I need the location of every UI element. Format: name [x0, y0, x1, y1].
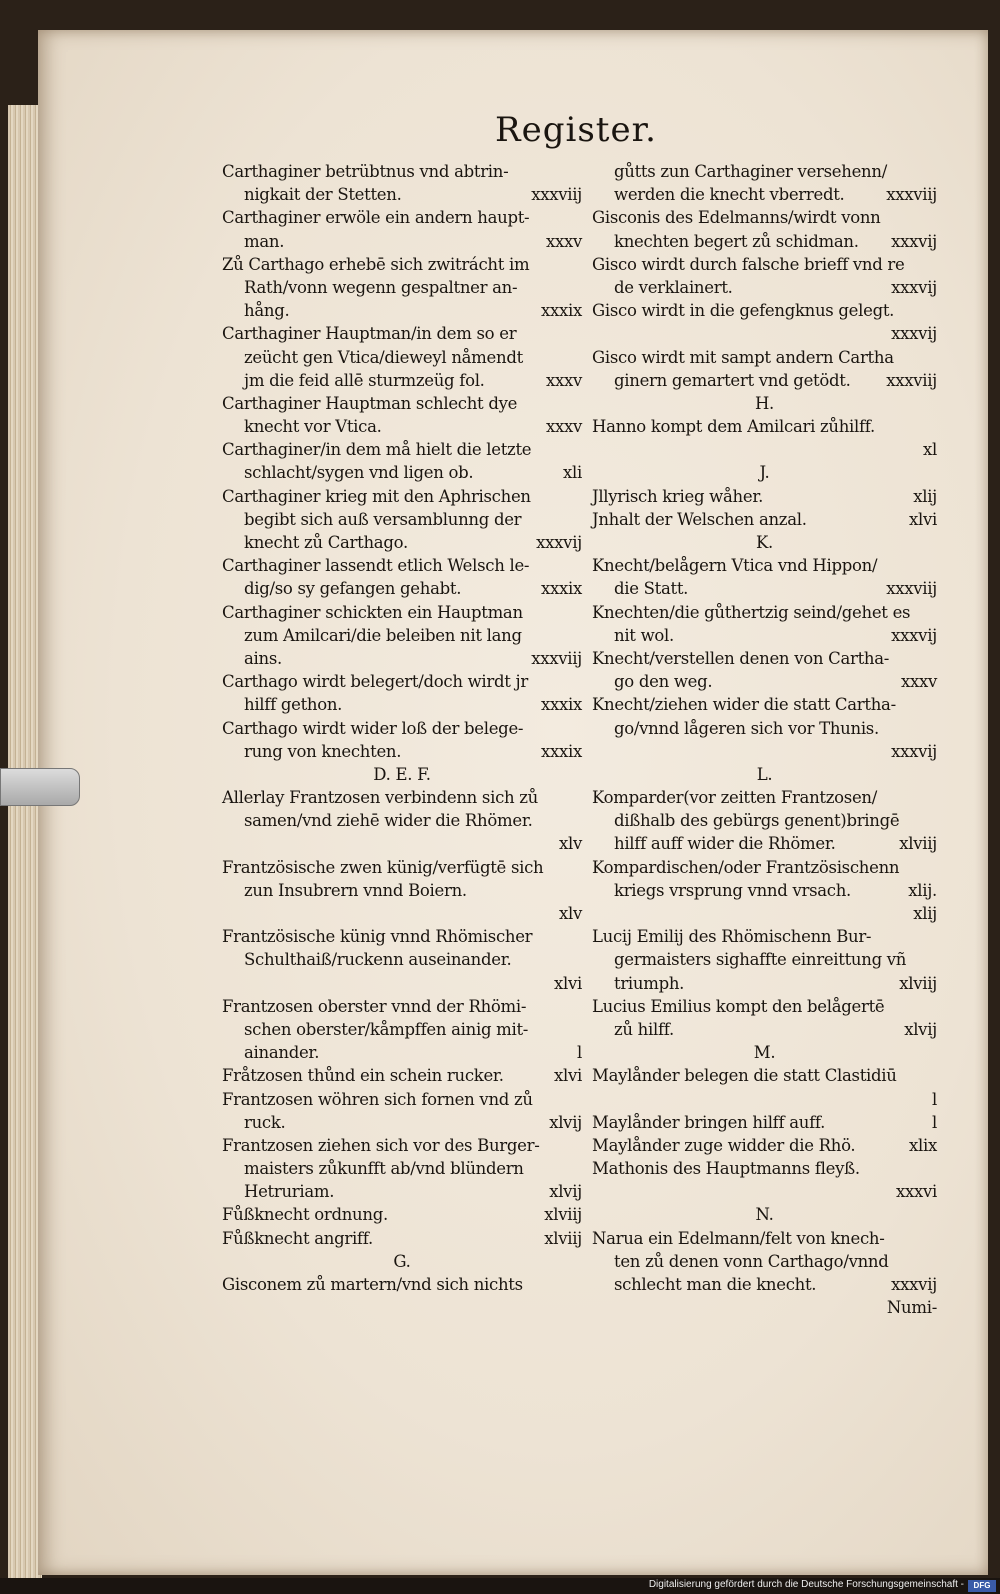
index-entry-text: Frantzösische zwen künig/verfügtē sich [222, 857, 544, 877]
index-page-reference: l [932, 1089, 937, 1109]
index-entry-text: Rath/vonn wegenn gespaltner an- [244, 277, 518, 297]
index-entry-text: Carthaginer betrübtnus vnd abtrin- [222, 162, 509, 181]
index-entry-line [592, 1134, 937, 1157]
index-page-reference: xlij [913, 486, 937, 506]
index-page-reference: xxxix [541, 741, 582, 761]
index-entry-line [222, 577, 582, 600]
index-entry-line [222, 253, 582, 276]
index-entry-text: knecht zů Carthago. [244, 533, 408, 552]
index-page-reference: xxxvij [891, 741, 937, 761]
index-entry-line [592, 253, 937, 276]
index-page-reference: xxxv [545, 417, 582, 437]
index-entry-text: ains. [244, 648, 282, 668]
index-entry-text: Komparder(vor zeitten Frantzosen/ [592, 788, 877, 808]
bookmark-clip [0, 768, 80, 806]
index-entry-text: schlecht man die knecht. [614, 1275, 817, 1294]
index-entry-line [592, 647, 937, 670]
index-entry-line [592, 183, 937, 206]
index-entry-line [592, 322, 937, 345]
index-page-reference: xlviij [544, 1228, 582, 1248]
index-entry-line [222, 206, 582, 229]
index-entry-text: hilff gethon. [244, 695, 343, 715]
index-entry-line [592, 1227, 937, 1250]
index-entry-line [222, 647, 582, 670]
index-entry-text: Zů Carthago erhebē sich zwitrácht im [222, 254, 530, 274]
index-entry-line [222, 670, 582, 693]
index-entry-text: zů hilff. [614, 1019, 674, 1039]
index-entry-text: H. [754, 393, 775, 413]
index-entry-text: Jnhalt der Welschen anzal. [592, 509, 807, 529]
index-entry-text: ainander. [244, 1043, 320, 1063]
index-entry-line [222, 508, 582, 531]
index-entry-line [222, 879, 582, 902]
index-entry-text: Gisconis des Edelmanns/wirdt vonn [592, 208, 881, 228]
index-entry-text: gůtts zun Carthaginer versehenn/ [614, 162, 887, 181]
index-entry-line [222, 856, 582, 879]
index-entry-text: dißhalb des gebürgs genent)bringē [614, 811, 900, 831]
index-entry-line [222, 554, 582, 577]
index-entry-text: Fůßknecht angriff. [222, 1228, 373, 1248]
index-entry-line [222, 531, 582, 554]
index-entry-line [222, 415, 582, 438]
index-entry-line [592, 1111, 937, 1134]
index-entry-text: die Statt. [614, 579, 689, 599]
index-page-reference: xxxviij [886, 185, 937, 205]
index-entry-line [222, 740, 582, 763]
index-entry-line [592, 485, 937, 508]
index-entry-line [222, 1203, 582, 1226]
index-entry-text: Knecht/belågern Vtica vnd Hippon/ [592, 556, 878, 576]
index-entry-text: Gisconem zů martern/vnd sich nichts [222, 1275, 523, 1294]
index-entry-line [592, 577, 937, 600]
index-section-letter [592, 1041, 937, 1064]
index-entry-line [592, 508, 937, 531]
index-entry-line [222, 1180, 582, 1203]
index-page-reference: l [577, 1043, 582, 1063]
index-entry-line [592, 230, 937, 253]
index-page-reference: xli [563, 463, 582, 483]
index-entry-line [592, 809, 937, 832]
index-entry-line [222, 160, 582, 183]
book-page-edges [8, 105, 42, 1580]
index-entry-text: go/vnnd lågeren sich vor Thunis. [614, 718, 879, 738]
index-page-reference: xlviij [899, 834, 937, 854]
index-section-letter [592, 763, 937, 786]
index-entry-text: K. [756, 533, 773, 552]
index-entry-text: ruck. [244, 1112, 286, 1132]
index-entry-line [222, 925, 582, 948]
index-entry-line [222, 717, 582, 740]
index-entry-line [592, 1064, 937, 1087]
index-entry-line [222, 230, 582, 253]
index-page-reference: Numi- [886, 1298, 937, 1318]
index-entry-text: kriegs vrsprung vnnd vrsach. [614, 880, 851, 900]
index-entry-text: Gisco wirdt mit sampt andern Cartha [592, 347, 894, 367]
index-entry-line [592, 1018, 937, 1041]
index-entry-line [592, 415, 937, 438]
index-page-reference: xxxviij [531, 185, 582, 205]
index-entry-line [222, 624, 582, 647]
index-entry-line [592, 740, 937, 763]
index-page-reference: xlv [558, 904, 582, 923]
index-section-letter [592, 531, 937, 554]
index-section-letter [592, 1203, 937, 1226]
index-entry-line [222, 183, 582, 206]
index-page-reference: l [932, 1112, 937, 1132]
index-entry-text: hång. [244, 301, 290, 321]
index-page-reference: xlvi [554, 973, 582, 993]
index-entry-text: J. [759, 463, 770, 483]
index-page-reference: xlvi [554, 1066, 582, 1086]
index-entry-line [222, 902, 582, 925]
index-page-reference: xlvij [549, 1182, 582, 1202]
index-entry-text: Frantzosen oberster vnnd der Rhömi- [222, 996, 527, 1016]
index-entry-line [222, 1111, 582, 1134]
index-entry-text: Gisco wirdt in die gefengknus gelegt. [592, 301, 895, 321]
index-entry-line [592, 902, 937, 925]
index-entry-text: Carthaginer/in dem må hielt die letzte [222, 440, 532, 460]
index-section-letter [222, 763, 582, 786]
index-entry-text: hilff auff wider die Rhömer. [614, 834, 836, 854]
index-entry-line [592, 995, 937, 1018]
index-entry-line [222, 392, 582, 415]
index-entry-text: Carthaginer erwöle ein andern haupt- [222, 208, 530, 228]
index-entry-line [222, 438, 582, 461]
index-entry-line [592, 1088, 937, 1111]
index-entry-line [592, 1296, 937, 1319]
index-entry-line [222, 948, 582, 971]
index-entry-line [592, 1180, 937, 1203]
index-page-reference: xlij. [908, 880, 937, 900]
index-entry-text: nigkait der Stetten. [244, 185, 402, 205]
index-entry-text: D. E. F. [373, 764, 431, 784]
index-entry-text: de verklainert. [614, 277, 733, 297]
page-heading: Register. [495, 110, 657, 150]
index-section-letter [222, 1250, 582, 1273]
index-entry-text: nit wol. [614, 625, 674, 645]
index-entry-text: Knecht/verstellen denen von Cartha- [592, 648, 890, 668]
index-entry-text: N. [755, 1205, 774, 1225]
index-page-reference: xxxv [545, 231, 582, 251]
index-entry-line [592, 299, 937, 322]
index-entry-text: Gisco wirdt durch falsche brieff vnd re [592, 254, 905, 274]
index-entry-line [222, 1018, 582, 1041]
index-entry-text: Hanno kompt dem Amilcari zůhilff. [592, 417, 875, 437]
index-entry-text: germaisters sighaffte einreittung vñ [614, 950, 907, 970]
index-entry-line [592, 554, 937, 577]
index-entry-line [592, 693, 937, 716]
index-entry-line [222, 1273, 582, 1296]
index-entry-line [592, 624, 937, 647]
index-page-reference: xxxvij [536, 533, 582, 552]
index-entry-text: Frantzösische künig vnnd Rhömischer [222, 927, 533, 947]
index-page-reference: xxxvij [891, 625, 937, 645]
index-entry-line [222, 832, 582, 855]
index-page-reference: xxxix [541, 695, 582, 715]
index-entry-text: zeücht gen Vtica/dieweyl nåmendt [244, 347, 523, 367]
index-page-reference: xxxvi [895, 1182, 937, 1202]
index-section-letter [592, 392, 937, 415]
index-entry-line [222, 346, 582, 369]
index-entry-line [222, 809, 582, 832]
index-entry-line [222, 485, 582, 508]
index-entry-line [592, 948, 937, 971]
index-page-reference: xlviij [544, 1205, 582, 1225]
index-entry-text: Carthaginer schickten ein Hauptman [222, 602, 523, 622]
index-section-letter [592, 461, 937, 484]
index-entry-line [222, 1134, 582, 1157]
index-entry-text: man. [244, 231, 285, 251]
index-page-reference: xxxv [900, 672, 937, 692]
index-entry-text: Carthaginer Hauptman/in dem so er [222, 324, 517, 344]
index-entry-line [222, 1157, 582, 1180]
index-entry-line [592, 972, 937, 995]
index-entry-text: schen oberster/kåmpffen ainig mit- [244, 1019, 529, 1039]
index-entry-line [592, 1157, 937, 1180]
index-entry-line [592, 832, 937, 855]
index-entry-text: Schulthaiß/ruckenn auseinander. [244, 950, 512, 970]
index-entry-text: knecht vor Vtica. [244, 417, 382, 437]
index-entry-text: Carthago wirdt wider loß der belege- [222, 718, 524, 738]
index-column-right [592, 160, 937, 1319]
index-entry-text: Jllyrisch krieg wåher. [592, 486, 764, 506]
index-entry-text: L. [756, 764, 773, 784]
index-entry-text: Carthaginer lassendt etlich Welsch le- [222, 556, 530, 576]
index-entry-text: zum Amilcari/die beleiben nit lang [244, 625, 522, 645]
index-entry-line [592, 276, 937, 299]
index-entry-line [592, 160, 937, 183]
dfg-logo: DFG [968, 1580, 996, 1592]
index-entry-text: Mathonis des Hauptmanns fleyß. [592, 1159, 860, 1179]
index-entry-text: Fůßknecht ordnung. [222, 1205, 388, 1225]
index-entry-text: go den weg. [614, 672, 713, 692]
index-entry-line [592, 206, 937, 229]
index-page-reference: xlvij [904, 1019, 937, 1039]
index-page-reference: xxxvij [891, 277, 937, 297]
index-entry-line [222, 1041, 582, 1064]
index-entry-line [592, 717, 937, 740]
index-entry-text: Fråtzosen thůnd ein schein rucker. [222, 1066, 504, 1086]
index-entry-line [592, 856, 937, 879]
index-page-reference: xxxix [541, 301, 582, 321]
index-entry-text: schlacht/sygen vnd ligen ob. [244, 463, 474, 483]
index-entry-line [592, 925, 937, 948]
index-entry-line [592, 346, 937, 369]
index-page-reference: xl [923, 440, 937, 460]
index-entry-text: ginern gemartert vnd getödt. [614, 370, 851, 390]
index-entry-line [592, 1273, 937, 1296]
index-entry-line [592, 786, 937, 809]
index-entry-text: Knecht/ziehen wider die statt Cartha- [592, 695, 896, 715]
index-entry-text: jm die feid allē sturmzeüg fol. [244, 370, 485, 390]
index-page-reference: xxxviij [886, 370, 937, 390]
index-entry-text: knechten begert zů schidman. [614, 231, 859, 251]
index-entry-text: Maylånder zuge widder die Rhö. [592, 1135, 856, 1155]
index-entry-text: Frantzosen ziehen sich vor des Burger- [222, 1135, 540, 1155]
index-entry-text: begibt sich auß versamblunng der [244, 509, 522, 529]
index-entry-text: maisters zůkunfft ab/vnd blündern [244, 1159, 524, 1179]
index-entry-line [222, 786, 582, 809]
index-entry-line [222, 1064, 582, 1087]
index-entry-text: dig/so sy gefangen gehabt. [244, 579, 462, 599]
index-entry-text: Carthaginer Hauptman schlecht dye [222, 393, 518, 413]
index-entry-text: Hetruriam. [244, 1182, 335, 1202]
index-column-left [222, 160, 582, 1296]
index-entry-line [222, 693, 582, 716]
index-page-reference: xxxvij [891, 1275, 937, 1294]
index-entry-text: M. [753, 1043, 776, 1063]
index-entry-line [222, 322, 582, 345]
index-entry-text: samen/vnd ziehē wider die Rhömer. [244, 811, 533, 831]
index-page-reference: xxxv [545, 370, 582, 390]
index-entry-line [222, 276, 582, 299]
index-entry-line [592, 670, 937, 693]
index-entry-text: Carthaginer krieg mit den Aphrischen [222, 486, 531, 506]
index-entry-text: werden die knecht vberredt. [614, 185, 845, 205]
index-entry-line [222, 972, 582, 995]
index-entry-line [592, 879, 937, 902]
index-entry-text: Maylånder bringen hilff auff. [592, 1112, 826, 1132]
index-entry-text: Carthago wirdt belegert/doch wirdt jr [222, 672, 528, 692]
index-page-reference: xxxviij [531, 648, 582, 668]
index-entry-text: Knechten/die gůthertzig seind/gehet es [592, 602, 911, 622]
index-entry-text: Lucius Emilius kompt den belågertē [592, 996, 885, 1016]
index-entry-text: Kompardischen/oder Frantzösischenn [592, 857, 900, 877]
index-entry-line [222, 461, 582, 484]
index-page-reference: xxxix [541, 579, 582, 599]
index-entry-text: triumph. [614, 973, 685, 993]
index-entry-line [222, 1088, 582, 1111]
index-page-reference: xlvi [909, 509, 937, 529]
index-page-reference: xlij [913, 904, 937, 923]
index-entry-text: Frantzosen wöhren sich fornen vnd zů [222, 1089, 533, 1109]
index-page-reference: xlix [909, 1135, 937, 1155]
index-entry-line [222, 601, 582, 624]
index-entry-line [592, 438, 937, 461]
index-page-reference: xxxviij [886, 579, 937, 599]
index-entry-line [222, 369, 582, 392]
index-entry-text: rung von knechten. [244, 741, 402, 761]
index-entry-text: G. [393, 1251, 411, 1271]
index-entry-text: Allerlay Frantzosen verbindenn sich zů [222, 788, 539, 808]
index-page-reference: xxxvij [891, 324, 937, 344]
index-entry-line [222, 1227, 582, 1250]
index-entry-line [592, 601, 937, 624]
index-entry-text: Lucij Emilij des Rhömischenn Bur- [592, 927, 872, 947]
index-entry-line [592, 1250, 937, 1273]
index-entry-text: Narua ein Edelmann/felt von knech- [592, 1228, 885, 1248]
index-page-reference: xlviij [899, 973, 937, 993]
index-entry-text: zun Insubrern vnnd Boiern. [244, 880, 467, 900]
index-entry-line [222, 299, 582, 322]
index-entry-line [592, 369, 937, 392]
index-page-reference: xxxvij [891, 231, 937, 251]
index-page-reference: xlvij [549, 1112, 582, 1132]
footer-credit: Digitalisierung gefördert durch die Deutsche Forschungsgemeinschaft - [648, 1579, 964, 1590]
index-entry-text: Maylånder belegen die statt Clastidiū [592, 1066, 897, 1086]
index-page-reference: xlv [558, 834, 582, 854]
index-entry-line [222, 995, 582, 1018]
index-entry-text: ten zů denen vonn Carthago/vnnd [614, 1251, 889, 1271]
